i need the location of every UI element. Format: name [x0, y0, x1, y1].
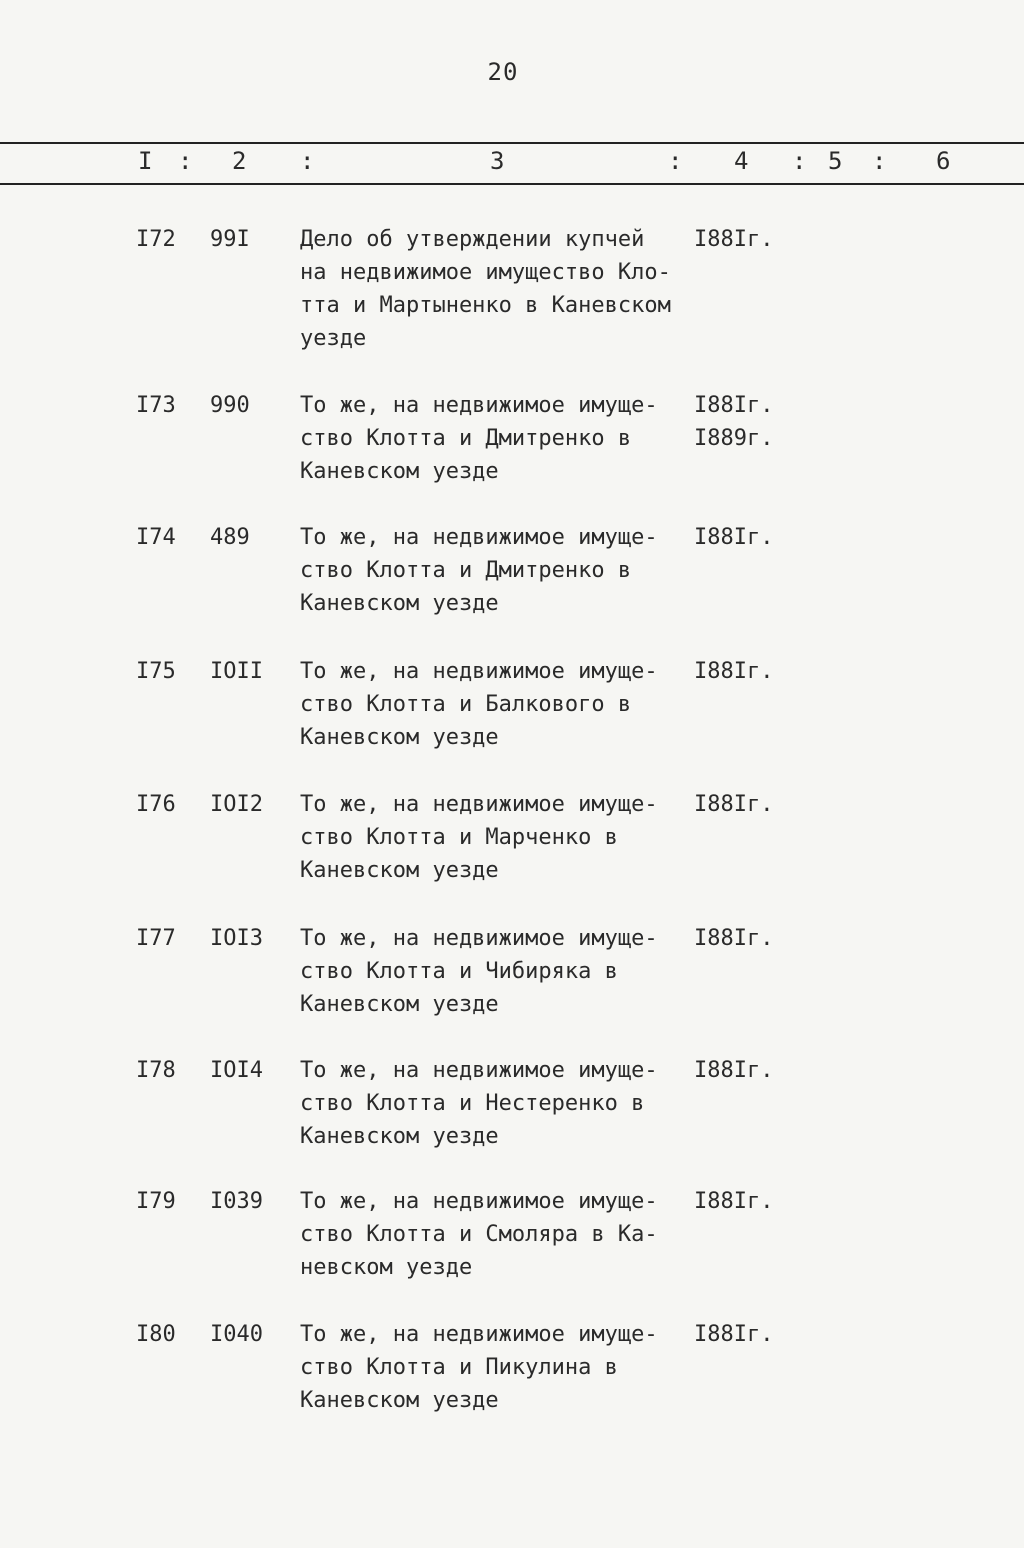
- storage-unit-number: IOII: [210, 659, 263, 684]
- entry-date: I88Iг.: [694, 659, 774, 684]
- entry-title-line: То же, на недвижимое имуще-: [300, 1058, 658, 1083]
- entry-dates: [694, 1185, 773, 1218]
- entry-date: I88Iг.: [694, 1322, 774, 1347]
- list-item: [0, 922, 1024, 1042]
- entry-title-line: То же, на недвижимое имуще-: [300, 525, 658, 550]
- entry-title: [300, 1318, 700, 1417]
- entry-number: I74: [136, 525, 176, 550]
- entry-dates: [694, 1054, 773, 1087]
- entry-number: I78: [136, 1058, 176, 1083]
- entry-title-line: ство Клотта и Нестеренко в: [300, 1091, 645, 1116]
- entry-number: I76: [136, 792, 176, 817]
- entry-title-line: ство Клотта и Марченко в: [300, 825, 618, 850]
- entry-title: [300, 1054, 700, 1153]
- column-header-2: 2: [232, 147, 247, 175]
- entry-title-line: уезде: [300, 326, 367, 351]
- list-item: [0, 223, 1024, 351]
- list-item: [0, 1054, 1024, 1174]
- entry-title: [300, 223, 700, 355]
- column-header-3: 3: [490, 147, 505, 175]
- entry-title-line: Каневском уезде: [300, 459, 499, 484]
- entry-dates: [694, 223, 773, 256]
- entry-title-line: Каневском уезде: [300, 992, 499, 1017]
- storage-unit-number: IOI4: [210, 1058, 263, 1083]
- entry-dates: [694, 1318, 773, 1351]
- entry-title: [300, 521, 700, 620]
- entry-title: [300, 1185, 700, 1284]
- list-item: [0, 521, 1024, 641]
- entry-title-line: Каневском уезде: [300, 858, 499, 883]
- storage-unit-number: 489: [210, 525, 250, 550]
- column-separator: :: [300, 147, 315, 175]
- column-separator: :: [792, 147, 807, 175]
- entry-date: I88Iг.: [694, 792, 774, 817]
- list-item: [0, 1318, 1024, 1438]
- entry-dates: [694, 788, 773, 821]
- column-header-1: I: [138, 147, 153, 175]
- entry-number: I79: [136, 1189, 176, 1214]
- entry-dates: [694, 922, 773, 955]
- entry-dates: [694, 389, 773, 455]
- column-header-4: 4: [734, 147, 749, 175]
- entry-title-line: То же, на недвижимое имуще-: [300, 1322, 658, 1347]
- entry-number: I75: [136, 659, 176, 684]
- entry-dates: [694, 655, 773, 688]
- column-header-6: 6: [936, 147, 951, 175]
- entry-title: [300, 788, 700, 887]
- entry-title-line: на недвижимое имущество Кло-: [300, 260, 671, 285]
- entry-title-line: тта и Мартыненко в Каневском: [300, 293, 671, 318]
- entry-title-line: ство Клотта и Балкового в: [300, 692, 632, 717]
- header-rule-bottom: [0, 183, 1024, 185]
- list-item: [0, 1185, 1024, 1305]
- column-separator: :: [668, 147, 683, 175]
- entry-title-line: Каневском уезде: [300, 725, 499, 750]
- storage-unit-number: IOI2: [210, 792, 263, 817]
- entry-date: I88Iг.: [694, 1058, 774, 1083]
- entry-title-line: Дело об утверждении купчей: [300, 227, 645, 252]
- entry-date: I88Iг.: [694, 1189, 774, 1214]
- list-item: [0, 655, 1024, 775]
- entry-title-line: ство Клотта и Дмитренко в: [300, 426, 632, 451]
- entry-title-line: ство Клотта и Пикулина в: [300, 1355, 618, 1380]
- entry-date: I88Iг.: [694, 393, 774, 418]
- storage-unit-number: I040: [210, 1322, 263, 1347]
- entry-title: [300, 389, 700, 488]
- list-item: [0, 788, 1024, 908]
- storage-unit-number: I039: [210, 1189, 263, 1214]
- storage-unit-number: 990: [210, 393, 250, 418]
- entry-title: [300, 922, 700, 1021]
- entry-date: I88Iг.: [694, 525, 774, 550]
- entry-title-line: То же, на недвижимое имуще-: [300, 1189, 658, 1214]
- entry-title-line: То же, на недвижимое имуще-: [300, 393, 658, 418]
- column-header-5: 5: [828, 147, 843, 175]
- entry-number: I80: [136, 1322, 176, 1347]
- list-item: [0, 389, 1024, 509]
- entry-number: I77: [136, 926, 176, 951]
- entry-title-line: Каневском уезде: [300, 1124, 499, 1149]
- column-separator: :: [872, 147, 887, 175]
- entry-title-line: То же, на недвижимое имуще-: [300, 792, 658, 817]
- entry-title-line: Каневском уезде: [300, 1388, 499, 1413]
- entry-title-line: То же, на недвижимое имуще-: [300, 926, 658, 951]
- entry-title-line: ство Клотта и Чибиряка в: [300, 959, 618, 984]
- storage-unit-number: 99I: [210, 227, 250, 252]
- column-separator: :: [178, 147, 193, 175]
- entry-title-line: Каневском уезде: [300, 591, 499, 616]
- entry-title-line: То же, на недвижимое имуще-: [300, 659, 658, 684]
- page-number: 20: [487, 58, 519, 86]
- entry-dates: [694, 521, 773, 554]
- entry-title-line: невском уезде: [300, 1255, 473, 1280]
- entry-number: I73: [136, 393, 176, 418]
- entry-date: I88Iг.: [694, 227, 774, 252]
- entry-title-line: ство Клотта и Дмитренко в: [300, 558, 632, 583]
- entry-title-line: ство Клотта и Смоляра в Ка-: [300, 1222, 658, 1247]
- entry-number: I72: [136, 227, 176, 252]
- entry-date: I889г.: [694, 426, 774, 451]
- storage-unit-number: IOI3: [210, 926, 263, 951]
- header-rule-top: [0, 142, 1024, 144]
- entry-date: I88Iг.: [694, 926, 774, 951]
- entry-title: [300, 655, 700, 754]
